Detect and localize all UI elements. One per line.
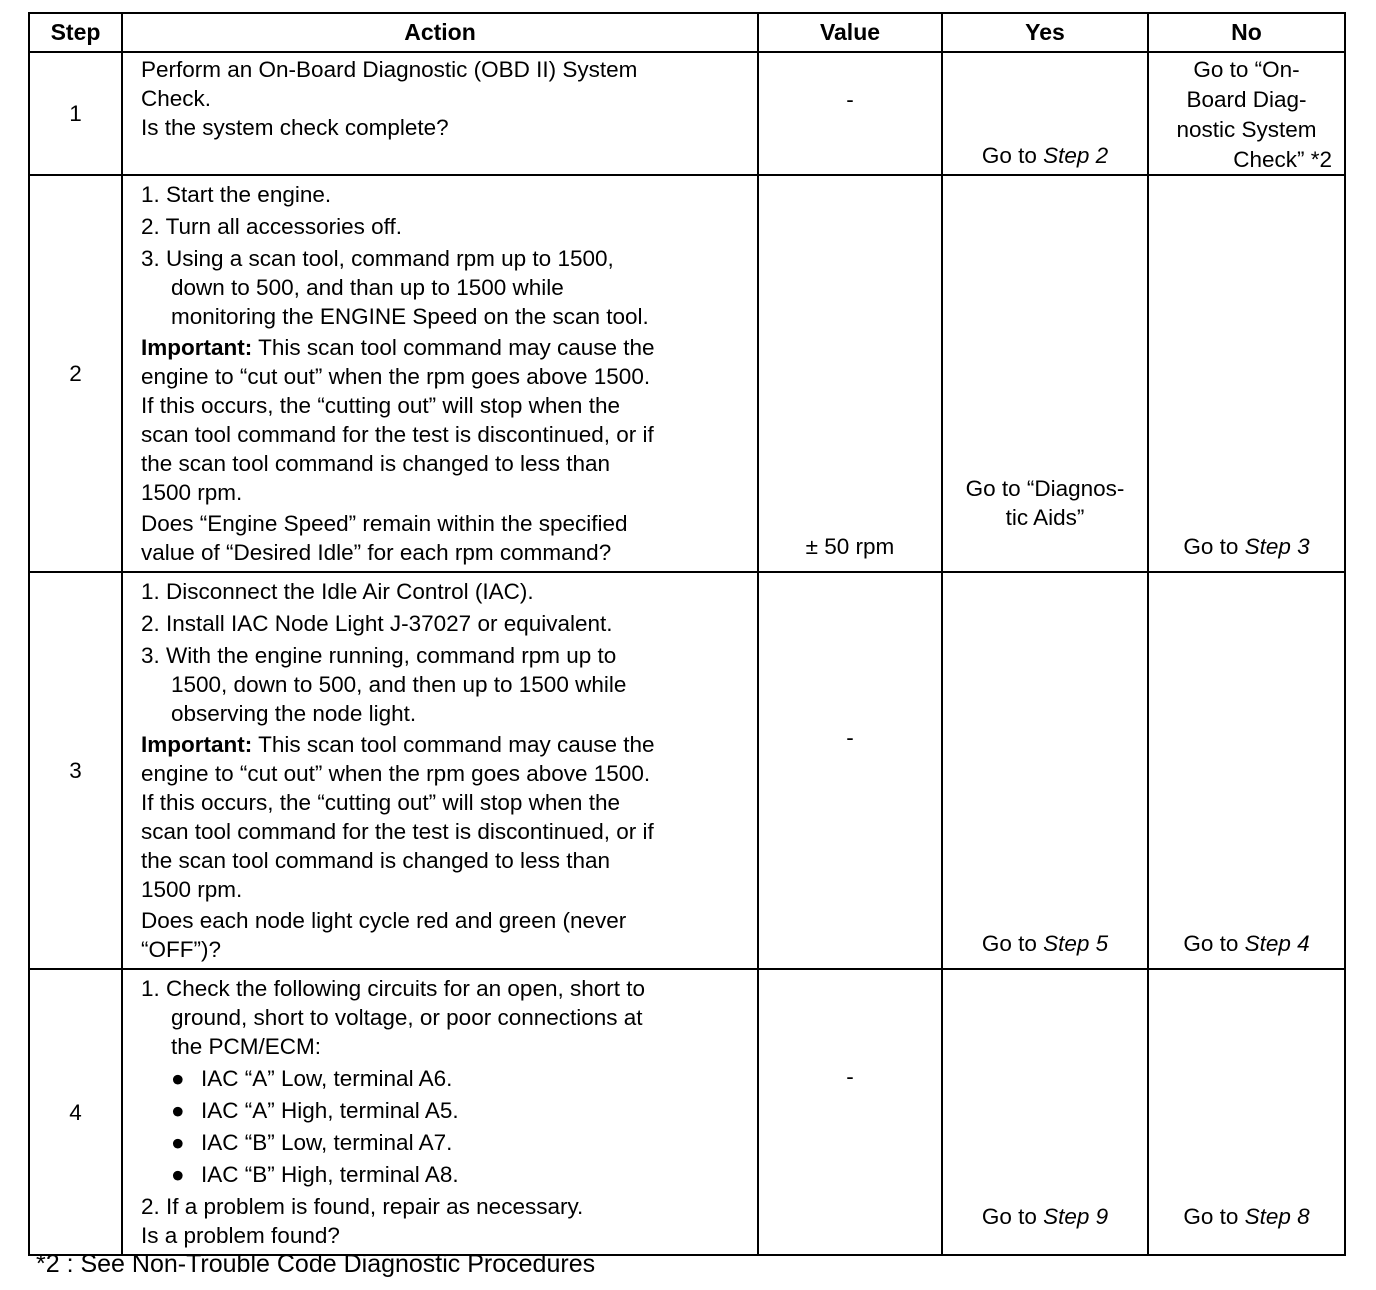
action-item-cont: ground, short to voltage, or poor connections at (171, 1005, 643, 1030)
bullet-icon: ● (171, 1066, 185, 1091)
important-line: engine to “cut out” when the rpm goes above 1500. (141, 364, 651, 389)
value-text: ± 50 rpm (805, 534, 895, 559)
important-text: This scan tool command may cause the (252, 732, 655, 757)
header-step: Step (29, 13, 122, 52)
bullet-text: IAC “A” Low, terminal A6. (201, 1066, 453, 1091)
yes-text (943, 929, 1147, 958)
question-line: “OFF”)? (141, 937, 221, 962)
action-item-cont: down to 500, and than up to 1500 while (171, 275, 564, 300)
yes-cell (942, 572, 1148, 969)
important-line: If this occurs, the “cutting out” will stop when the (141, 393, 620, 418)
diagnostic-table (28, 12, 1346, 1256)
value-cell (758, 52, 942, 175)
value-text: - (846, 1064, 854, 1089)
value-cell (758, 572, 942, 969)
value-cell (758, 969, 942, 1255)
footnote: *2 : See Non-Trouble Code Diagnostic Procedures (36, 1250, 596, 1278)
no-step-link: Step 3 (1244, 534, 1310, 559)
important-label: Important: (141, 335, 253, 360)
no-text (1149, 532, 1344, 561)
action-item-cont: the PCM/ECM: (171, 1034, 322, 1059)
yes-step-link: Step 2 (1043, 143, 1109, 168)
table-row-step-4 (29, 969, 1345, 1255)
action-cell (122, 572, 758, 969)
no-step-link: Step 4 (1244, 931, 1310, 956)
action-cell (122, 52, 758, 175)
step-number: 2 (29, 175, 122, 572)
bullet-icon: ● (171, 1162, 185, 1187)
header-row (29, 13, 1345, 52)
yes-prefix: Go to (981, 1204, 1044, 1229)
action-item-cont: 1500, down to 500, and then up to 1500 while (171, 672, 627, 697)
important-line: engine to “cut out” when the rpm goes above 1500. (141, 761, 651, 786)
bullet-item (141, 1160, 747, 1189)
important-text: This scan tool command may cause the (252, 335, 655, 360)
action-item: 3. Using a scan tool, command rpm up to 1500, (141, 246, 614, 271)
step-number: 1 (29, 52, 122, 175)
value-text: - (846, 725, 854, 750)
bullet-item (141, 1128, 747, 1157)
yes-cell (942, 52, 1148, 175)
question-line: value of “Desired Idle” for each rpm command? (141, 540, 612, 565)
yes-line: Go to “Diagnos- (965, 476, 1125, 501)
important-note (141, 333, 747, 362)
action-item: 2. If a problem is found, repair as necessary. (141, 1194, 584, 1219)
action-item: 2. Turn all accessories off. (141, 214, 402, 239)
table-row-step-3 (29, 572, 1345, 969)
no-prefix: Go to (1183, 534, 1245, 559)
action-cell (122, 969, 758, 1255)
step-number: 4 (29, 969, 122, 1255)
action-item: 1. Check the following circuits for an open, short to (141, 976, 646, 1001)
yes-text (943, 474, 1147, 532)
value-text: - (846, 87, 854, 112)
important-line: If this occurs, the “cutting out” will stop when the (141, 790, 620, 815)
yes-text (943, 1202, 1147, 1231)
no-line: nostic System (1176, 117, 1317, 142)
action-item-cont: observing the node light. (171, 701, 417, 726)
bullet-text: IAC “A” High, terminal A5. (201, 1098, 459, 1123)
yes-cell (942, 969, 1148, 1255)
step-number: 3 (29, 572, 122, 969)
header-yes: Yes (942, 13, 1148, 52)
no-text (1149, 929, 1344, 958)
yes-step-link: Step 5 (1043, 931, 1109, 956)
important-label: Important: (141, 732, 253, 757)
important-note (141, 730, 747, 759)
yes-cell (942, 175, 1148, 572)
important-line: 1500 rpm. (141, 480, 243, 505)
bullet-icon: ● (171, 1130, 185, 1155)
action-line: Perform an On-Board Diagnostic (OBD II) System (141, 57, 638, 82)
no-line: Board Diag- (1186, 87, 1307, 112)
question-line: Does “Engine Speed” remain within the specified (141, 511, 628, 536)
bullet-item (141, 1064, 747, 1093)
no-cell (1148, 175, 1345, 572)
question-line: Does each node light cycle red and green (never (141, 908, 627, 933)
action-item: 3. With the engine running, command rpm up to (141, 643, 617, 668)
no-cell (1148, 52, 1345, 175)
action-cell (122, 175, 758, 572)
yes-line: tic Aids” (1005, 505, 1085, 530)
no-line: Go to “On- (1193, 57, 1300, 82)
bullet-icon: ● (171, 1098, 185, 1123)
action-item: 2. Install IAC Node Light J-37027 or equivalent. (141, 611, 613, 636)
yes-prefix: Go to (981, 143, 1044, 168)
no-cell (1148, 572, 1345, 969)
table-row-step-1 (29, 52, 1345, 175)
bullet-text: IAC “B” Low, terminal A7. (201, 1130, 453, 1155)
header-value: Value (758, 13, 942, 52)
yes-step-link: Step 9 (1043, 1204, 1109, 1229)
important-line: scan tool command for the test is discontinued, or if (141, 819, 654, 844)
no-text (1149, 1202, 1344, 1231)
no-line: Check” *2 (1233, 147, 1332, 172)
no-prefix: Go to (1183, 1204, 1245, 1229)
no-cell (1148, 969, 1345, 1255)
action-item: 1. Start the engine. (141, 182, 332, 207)
question-line: Is a problem found? (141, 1223, 340, 1248)
table-row-step-2 (29, 175, 1345, 572)
important-line: 1500 rpm. (141, 877, 243, 902)
action-item-cont: monitoring the ENGINE Speed on the scan tool. (171, 304, 649, 329)
action-line: Check. (141, 86, 212, 111)
value-cell (758, 175, 942, 572)
header-action: Action (122, 13, 758, 52)
no-text (1149, 55, 1344, 175)
header-no: No (1148, 13, 1345, 52)
action-line: Is the system check complete? (141, 115, 449, 140)
action-item: 1. Disconnect the Idle Air Control (IAC). (141, 579, 534, 604)
yes-text (943, 141, 1147, 170)
bullet-text: IAC “B” High, terminal A8. (201, 1162, 459, 1187)
bullet-item (141, 1096, 747, 1125)
yes-prefix: Go to (981, 931, 1044, 956)
no-prefix: Go to (1183, 931, 1245, 956)
important-line: the scan tool command is changed to less than (141, 451, 611, 476)
no-step-link: Step 8 (1244, 1204, 1310, 1229)
important-line: the scan tool command is changed to less than (141, 848, 611, 873)
important-line: scan tool command for the test is discontinued, or if (141, 422, 654, 447)
